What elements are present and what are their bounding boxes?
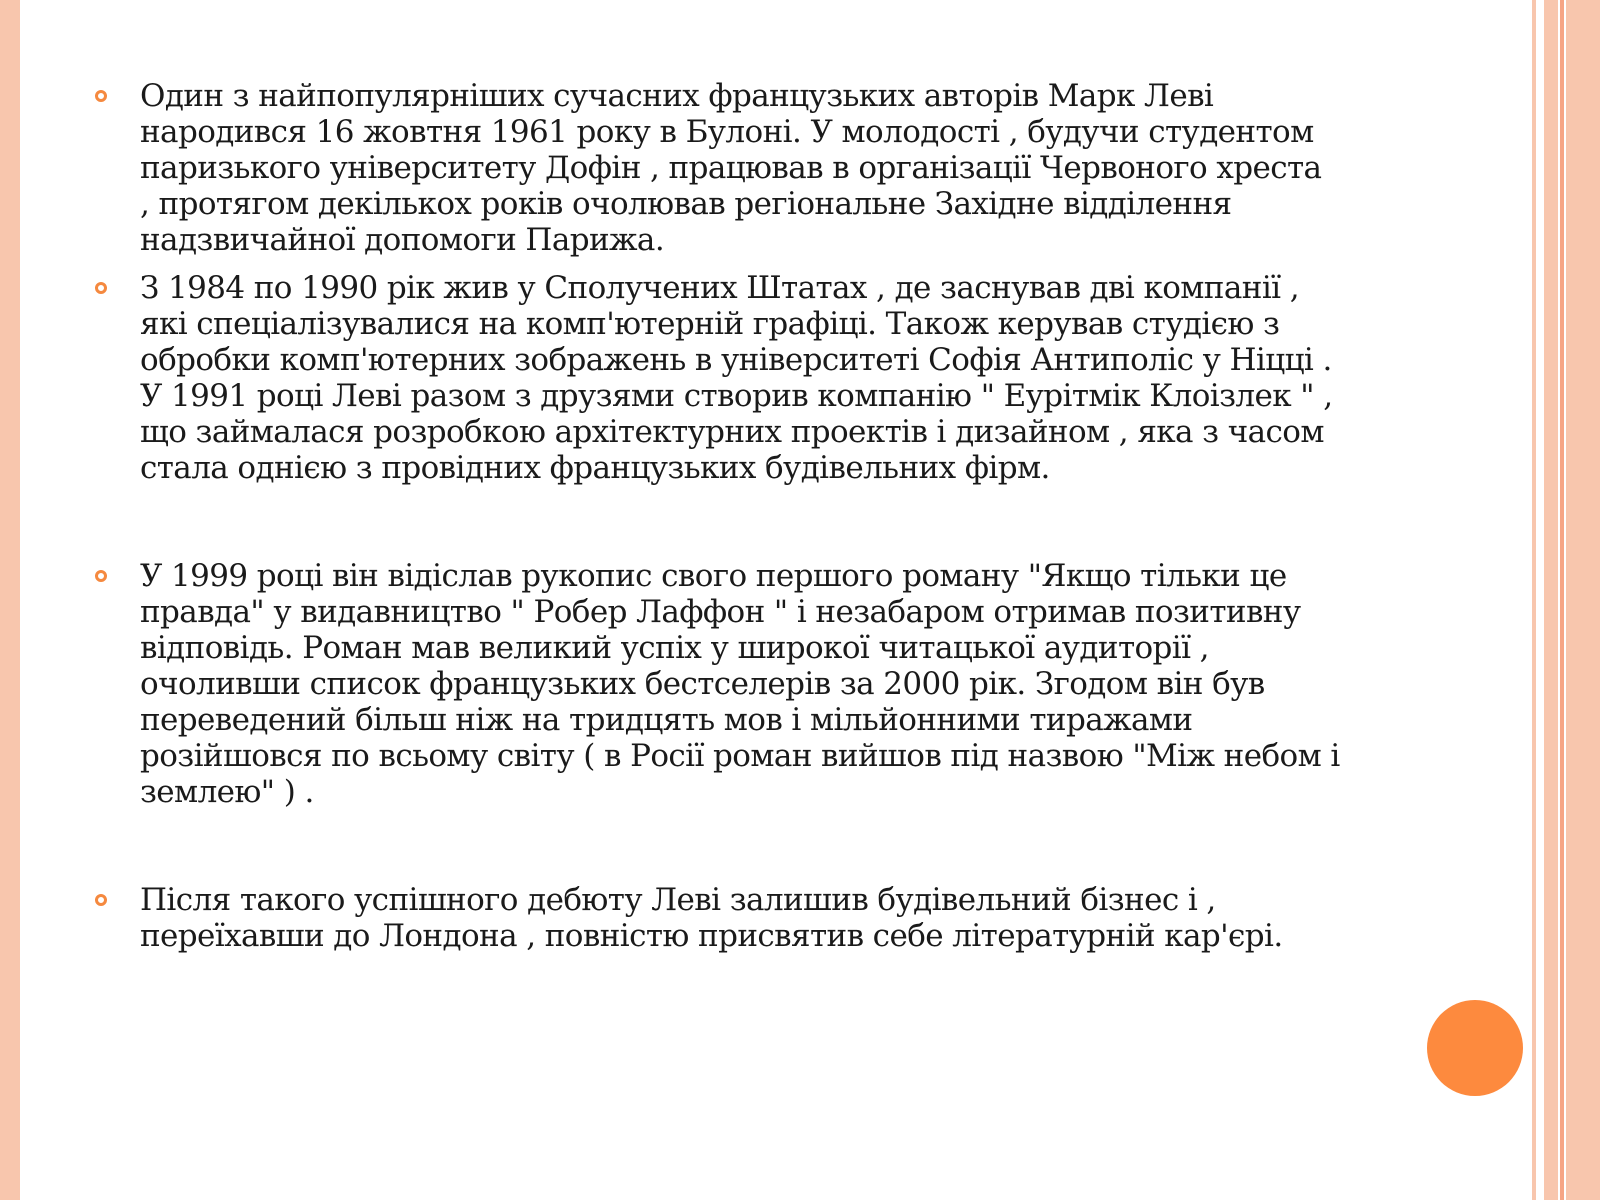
bullet-item-first-novel (0, 558, 1530, 810)
bullet-circle-icon (95, 570, 107, 582)
bullet-circle-icon (95, 282, 107, 294)
right-decorative-stripe-outer (1566, 0, 1600, 1200)
bullet-text: У 1999 році він відіслав рукопис свого першого роману "Якщо тільки це правда" у видавництво " Робер Лаффон " і незабаром отримав позитивну відповідь. Роман мав великий успіх у широкої читацької аудиторії , очоливши список французьких бестселерів за 2000 рік. Згодом він був переведений більш ніж на тридцять мов і мільйонними тиражами розійшовся по всьому світу ( в Росії роман вийшов під назвою "Між небом і землею" ) . (140, 558, 1340, 810)
bullet-text: З 1984 по 1990 рік жив у Сполучених Штатах , де заснував дві компанії , які спеціалізувалися на комп'ютерній графіці. Також керував студією з обробки комп'ютерних зображень в університеті Софія Антиполіс у Ніцці . У 1991 році Леві разом з друзями створив компанію " Еурітмік Клоізлек " , що займалася розробкою архітектурних проектів і дизайном , яка з часом стала однією з провідних французьких будівельних фірм. (140, 270, 1333, 486)
right-decorative-line (1560, 0, 1564, 1200)
bullet-item-usa-career (0, 270, 1530, 486)
right-decorative-stripe-thin (1532, 0, 1536, 1200)
slide-body (0, 78, 1530, 954)
decorative-orange-circle (1427, 1000, 1523, 1096)
bullet-circle-icon (95, 90, 107, 102)
bullet-text: Після такого успішного дебюту Леві залишив будівельний бізнес і , переїхавши до Лондона , повністю присвятив себе літературній кар'єрі. (140, 882, 1283, 954)
bullet-item-biography (0, 78, 1530, 258)
bullet-circle-icon (95, 894, 107, 906)
bullet-text: Один з найпопулярніших сучасних французьких авторів Марк Леві народився 16 жовтня 1961 року в Булоні. У молодості , будучи студентом паризького університету Дофін , працював в організації Червоного хреста , протягом декількох років очолював регіональне Західне відділення надзвичайної допомоги Парижа. (140, 78, 1322, 258)
right-decorative-stripe (1544, 0, 1558, 1200)
bullet-item-literary-career (0, 882, 1530, 954)
